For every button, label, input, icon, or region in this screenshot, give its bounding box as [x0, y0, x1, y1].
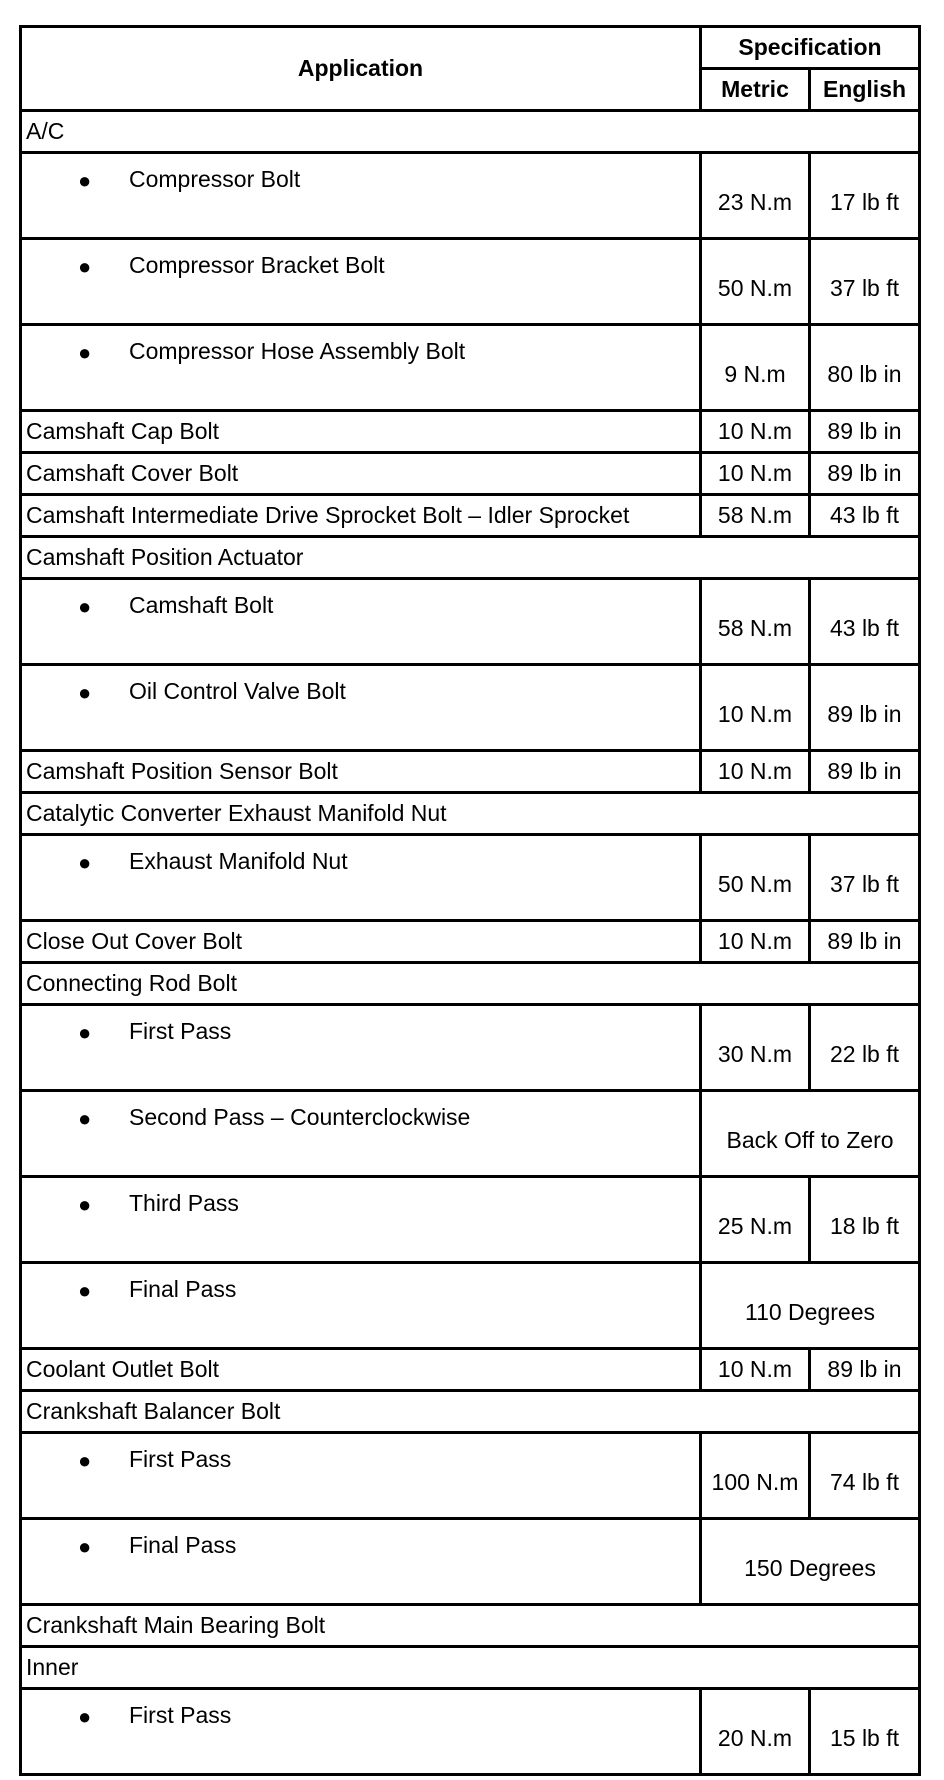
metric-value: 10 N.m: [701, 665, 810, 751]
metric-value: 10 N.m: [701, 921, 810, 963]
bullet-icon: ●: [78, 680, 92, 705]
metric-value: 100 N.m: [701, 1433, 810, 1519]
application-label: First Pass: [129, 1018, 232, 1044]
metric-header: Metric: [701, 69, 810, 111]
english-value: 22 lb ft: [810, 1005, 920, 1091]
metric-value: 23 N.m: [701, 153, 810, 239]
application-label: Final Pass: [129, 1276, 237, 1302]
application-cell: Camshaft Cap Bolt: [21, 411, 701, 453]
table-row: [21, 963, 920, 1005]
metric-value: 10 N.m: [701, 453, 810, 495]
table-row: [21, 495, 920, 537]
table-row: [21, 453, 920, 495]
application-cell: [21, 1689, 701, 1775]
application-label: First Pass: [129, 1702, 232, 1728]
section-heading: Camshaft Position Actuator: [21, 537, 920, 579]
table-row: [21, 1605, 920, 1647]
english-value: 15 lb ft: [810, 1689, 920, 1775]
english-value: 37 lb ft: [810, 835, 920, 921]
english-value: 74 lb ft: [810, 1433, 920, 1519]
table-row: [21, 1005, 920, 1091]
bullet-icon: ●: [78, 594, 92, 619]
section-heading: Inner: [21, 1647, 920, 1689]
table-row: [21, 835, 920, 921]
section-heading: Catalytic Converter Exhaust Manifold Nut: [21, 793, 920, 835]
table-row: [21, 579, 920, 665]
table-row: [21, 1689, 920, 1775]
application-label: Exhaust Manifold Nut: [129, 848, 348, 874]
bullet-icon: ●: [78, 1704, 92, 1729]
section-heading: Connecting Rod Bolt: [21, 963, 920, 1005]
section-heading: Crankshaft Main Bearing Bolt: [21, 1605, 920, 1647]
bullet-icon: ●: [78, 1448, 92, 1473]
metric-value: 20 N.m: [701, 1689, 810, 1775]
table-row: [21, 1391, 920, 1433]
english-value: 43 lb ft: [810, 495, 920, 537]
metric-value: 50 N.m: [701, 835, 810, 921]
english-value: 89 lb in: [810, 921, 920, 963]
table-row: [21, 793, 920, 835]
bullet-icon: ●: [78, 1534, 92, 1559]
application-cell: [21, 665, 701, 751]
application-cell: Camshaft Position Sensor Bolt: [21, 751, 701, 793]
table-row: [21, 325, 920, 411]
english-value: 18 lb ft: [810, 1177, 920, 1263]
bullet-icon: ●: [78, 850, 92, 875]
application-cell: [21, 1519, 701, 1605]
section-heading: A/C: [21, 111, 920, 153]
metric-value: 10 N.m: [701, 1349, 810, 1391]
bullet-icon: ●: [78, 168, 92, 193]
table-row: [21, 153, 920, 239]
specification-value: 110 Degrees: [701, 1263, 920, 1349]
specification-header: Specification: [701, 27, 920, 69]
application-cell: Camshaft Cover Bolt: [21, 453, 701, 495]
application-label: Second Pass – Counterclockwise: [129, 1104, 471, 1130]
bullet-icon: ●: [78, 1020, 92, 1045]
application-label: Compressor Hose Assembly Bolt: [129, 338, 466, 364]
torque-specification-table: [19, 25, 921, 1776]
english-value: 89 lb in: [810, 665, 920, 751]
table-row: [21, 411, 920, 453]
bullet-icon: ●: [78, 340, 92, 365]
english-value: 80 lb in: [810, 325, 920, 411]
application-label: Camshaft Bolt: [129, 592, 274, 618]
application-header: Application: [21, 27, 701, 111]
application-cell: [21, 1005, 701, 1091]
english-value: 89 lb in: [810, 411, 920, 453]
application-cell: [21, 1091, 701, 1177]
bullet-icon: ●: [78, 254, 92, 279]
application-label: First Pass: [129, 1446, 232, 1472]
metric-value: 30 N.m: [701, 1005, 810, 1091]
application-label: Compressor Bolt: [129, 166, 301, 192]
table-row: [21, 1263, 920, 1349]
table-row: [21, 921, 920, 963]
table-row: [21, 537, 920, 579]
table-row: [21, 751, 920, 793]
english-value: 37 lb ft: [810, 239, 920, 325]
application-cell: [21, 153, 701, 239]
bullet-icon: ●: [78, 1192, 92, 1217]
english-value: 17 lb ft: [810, 153, 920, 239]
table-row: [21, 239, 920, 325]
metric-value: 10 N.m: [701, 751, 810, 793]
specification-value: 150 Degrees: [701, 1519, 920, 1605]
application-label: Final Pass: [129, 1532, 237, 1558]
bullet-icon: ●: [78, 1278, 92, 1303]
application-cell: [21, 239, 701, 325]
table-row: [21, 1091, 920, 1177]
english-value: 89 lb in: [810, 1349, 920, 1391]
application-cell: [21, 579, 701, 665]
metric-value: 50 N.m: [701, 239, 810, 325]
application-cell: [21, 1433, 701, 1519]
table-row: [21, 1177, 920, 1263]
english-header: English: [810, 69, 920, 111]
table-row: [21, 1433, 920, 1519]
application-cell: Camshaft Intermediate Drive Sprocket Bolt – Idler Sprocket: [21, 495, 701, 537]
table-row: [21, 1349, 920, 1391]
metric-value: 25 N.m: [701, 1177, 810, 1263]
metric-value: 58 N.m: [701, 495, 810, 537]
table-row: [21, 665, 920, 751]
english-value: 89 lb in: [810, 453, 920, 495]
application-cell: Coolant Outlet Bolt: [21, 1349, 701, 1391]
specification-value: Back Off to Zero: [701, 1091, 920, 1177]
application-cell: Close Out Cover Bolt: [21, 921, 701, 963]
table-row: [21, 1647, 920, 1689]
bullet-icon: ●: [78, 1106, 92, 1131]
application-label: Compressor Bracket Bolt: [129, 252, 385, 278]
application-label: Oil Control Valve Bolt: [129, 678, 346, 704]
application-cell: [21, 1177, 701, 1263]
table-body: [21, 111, 920, 1775]
application-cell: [21, 835, 701, 921]
metric-value: 58 N.m: [701, 579, 810, 665]
english-value: 89 lb in: [810, 751, 920, 793]
application-cell: [21, 1263, 701, 1349]
metric-value: 10 N.m: [701, 411, 810, 453]
application-cell: [21, 325, 701, 411]
english-value: 43 lb ft: [810, 579, 920, 665]
application-label: Third Pass: [129, 1190, 239, 1216]
table-row: [21, 1519, 920, 1605]
table-row: [21, 111, 920, 153]
metric-value: 9 N.m: [701, 325, 810, 411]
section-heading: Crankshaft Balancer Bolt: [21, 1391, 920, 1433]
